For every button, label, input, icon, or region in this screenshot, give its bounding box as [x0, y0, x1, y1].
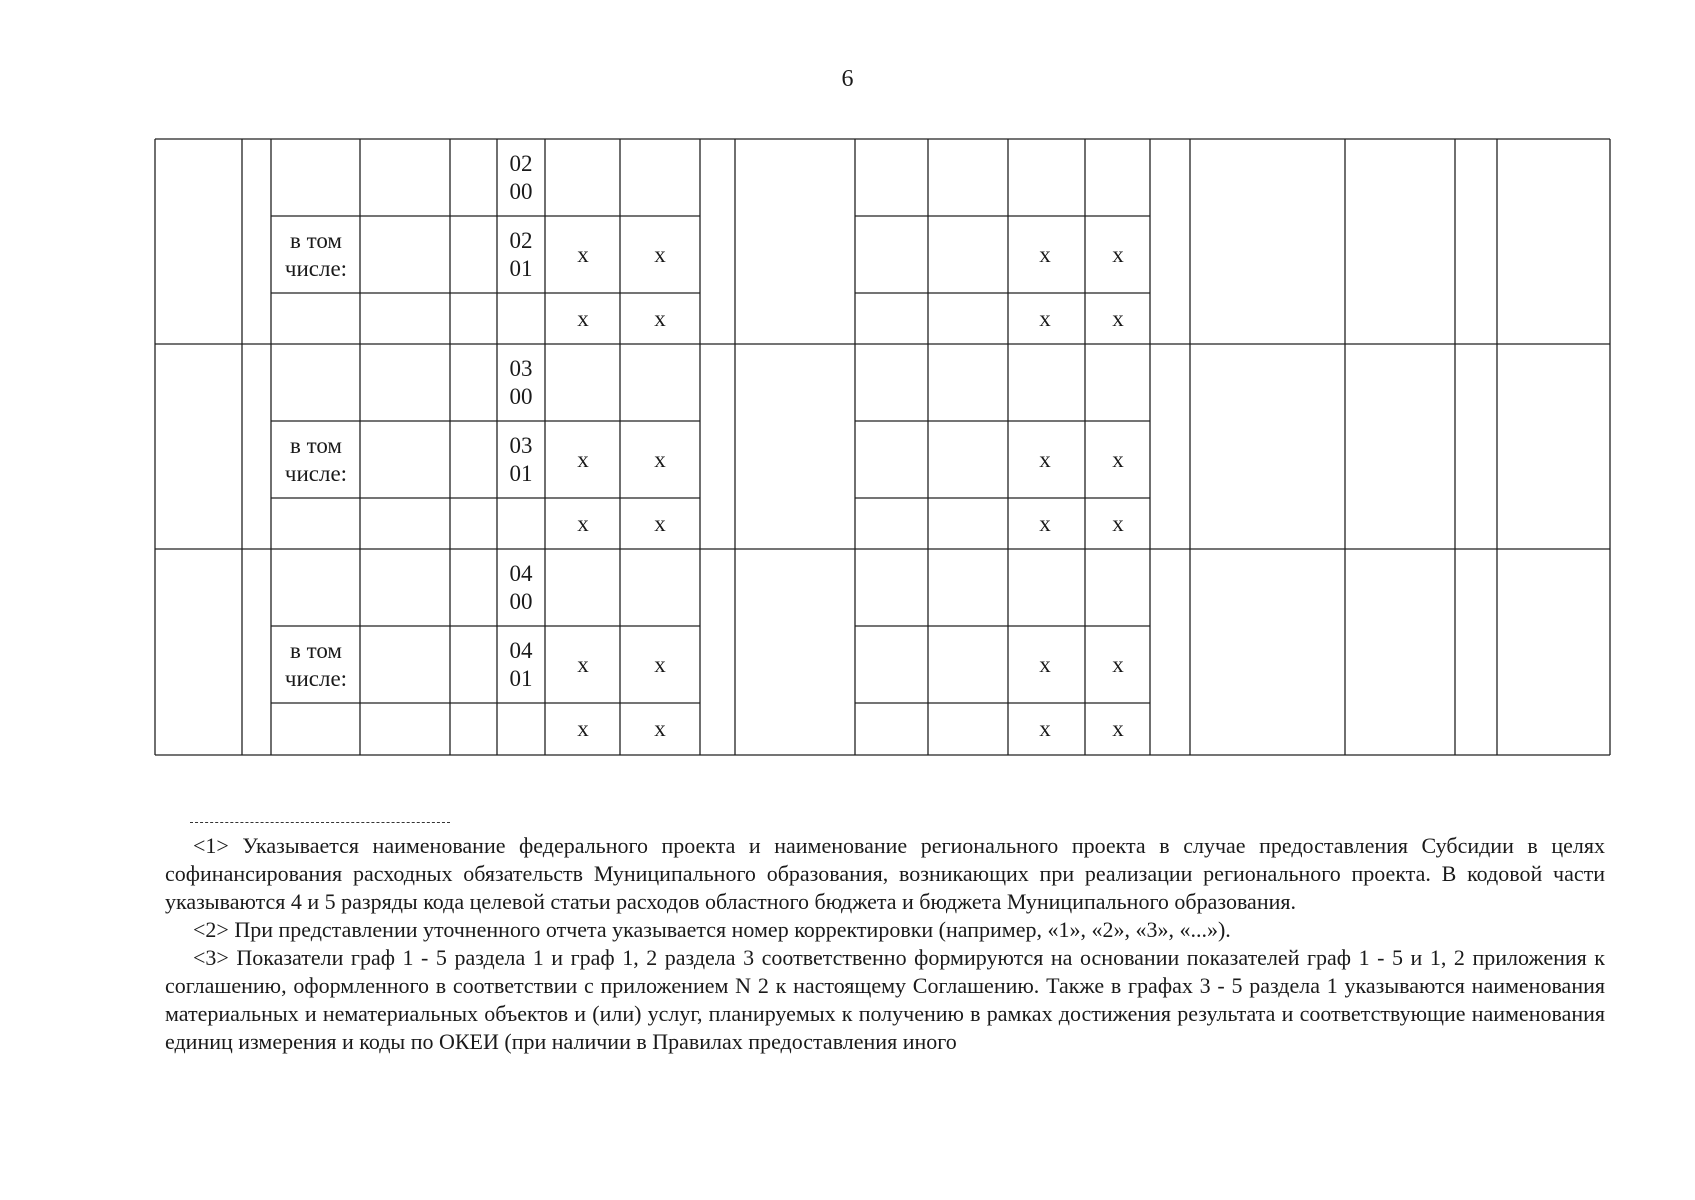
cell-mark: x — [577, 510, 589, 536]
cell-mark: x — [1039, 305, 1051, 331]
row-label: в том числе: — [284, 432, 348, 486]
cell-mark: x — [577, 305, 589, 331]
footnote-1: <1> Указывается наименование федерального проекта и наименование регионального проекта в случае предоставления Субсидии в целях софинансирования расходных обязательств Муниципального образования, возникающих при реализации регионального проекта. В кодовой части указываются 4 и 5 разряды кода целевой статьи расходов областного бюджета и бюджета Муниципального образования. — [165, 833, 1605, 914]
row-code: 02 00 — [509, 150, 533, 204]
cell-mark: x — [1112, 716, 1124, 741]
cell-mark: x — [1039, 510, 1051, 536]
row-code: 03 01 — [509, 432, 533, 486]
row-code: 03 00 — [509, 355, 533, 409]
cell-mark: x — [654, 305, 666, 331]
page-number: 6 — [841, 66, 854, 92]
cell-mark: x — [1039, 241, 1051, 267]
footnote-3: <3> Показатели граф 1 - 5 раздела 1 и граф 1, 2 раздела 3 соответственно формируются на основании показателей граф 1 - 5 и 1, 2 приложения к соглашению, оформленного в соответствии с приложением N 2 к настоящему Соглашению. Также в графах 3 - 5 раздела 1 указываются наименования материальных и нематериальных объектов и (или) услуг, планируемых к получению в рамках достижения результата и соответствующие наименования единиц измерения и коды по ОКЕИ (при наличии в Правилах предоставления иного — [165, 945, 1605, 1054]
footnote-separator — [190, 822, 450, 823]
row-code: 04 01 — [509, 637, 533, 691]
cell-mark: x — [1039, 716, 1051, 741]
row-label: в том числе: — [284, 227, 348, 281]
cell-mark: x — [654, 241, 666, 267]
footnotes — [165, 832, 1605, 1056]
footnote-2: <2> При представлении уточненного отчета указывается номер корректировки (например, «1», «2», «3», «...»). — [193, 917, 1231, 942]
cell-mark: x — [577, 716, 589, 741]
cell-mark: x — [1039, 651, 1051, 677]
cell-mark: x — [1112, 305, 1124, 331]
cell-mark: x — [1039, 446, 1051, 472]
cell-mark: x — [577, 446, 589, 472]
cell-mark: x — [654, 716, 666, 741]
row-code: 04 00 — [509, 560, 533, 614]
cell-mark: x — [654, 510, 666, 536]
cell-mark: x — [1112, 241, 1124, 267]
row-code: 02 01 — [509, 227, 533, 281]
cell-mark: x — [1112, 446, 1124, 472]
cell-mark: x — [654, 446, 666, 472]
cell-mark: x — [654, 651, 666, 677]
cell-mark: x — [1112, 651, 1124, 677]
cell-mark: x — [577, 651, 589, 677]
cell-mark: x — [1112, 510, 1124, 536]
cell-mark: x — [577, 241, 589, 267]
row-label: в том числе: — [284, 637, 348, 691]
